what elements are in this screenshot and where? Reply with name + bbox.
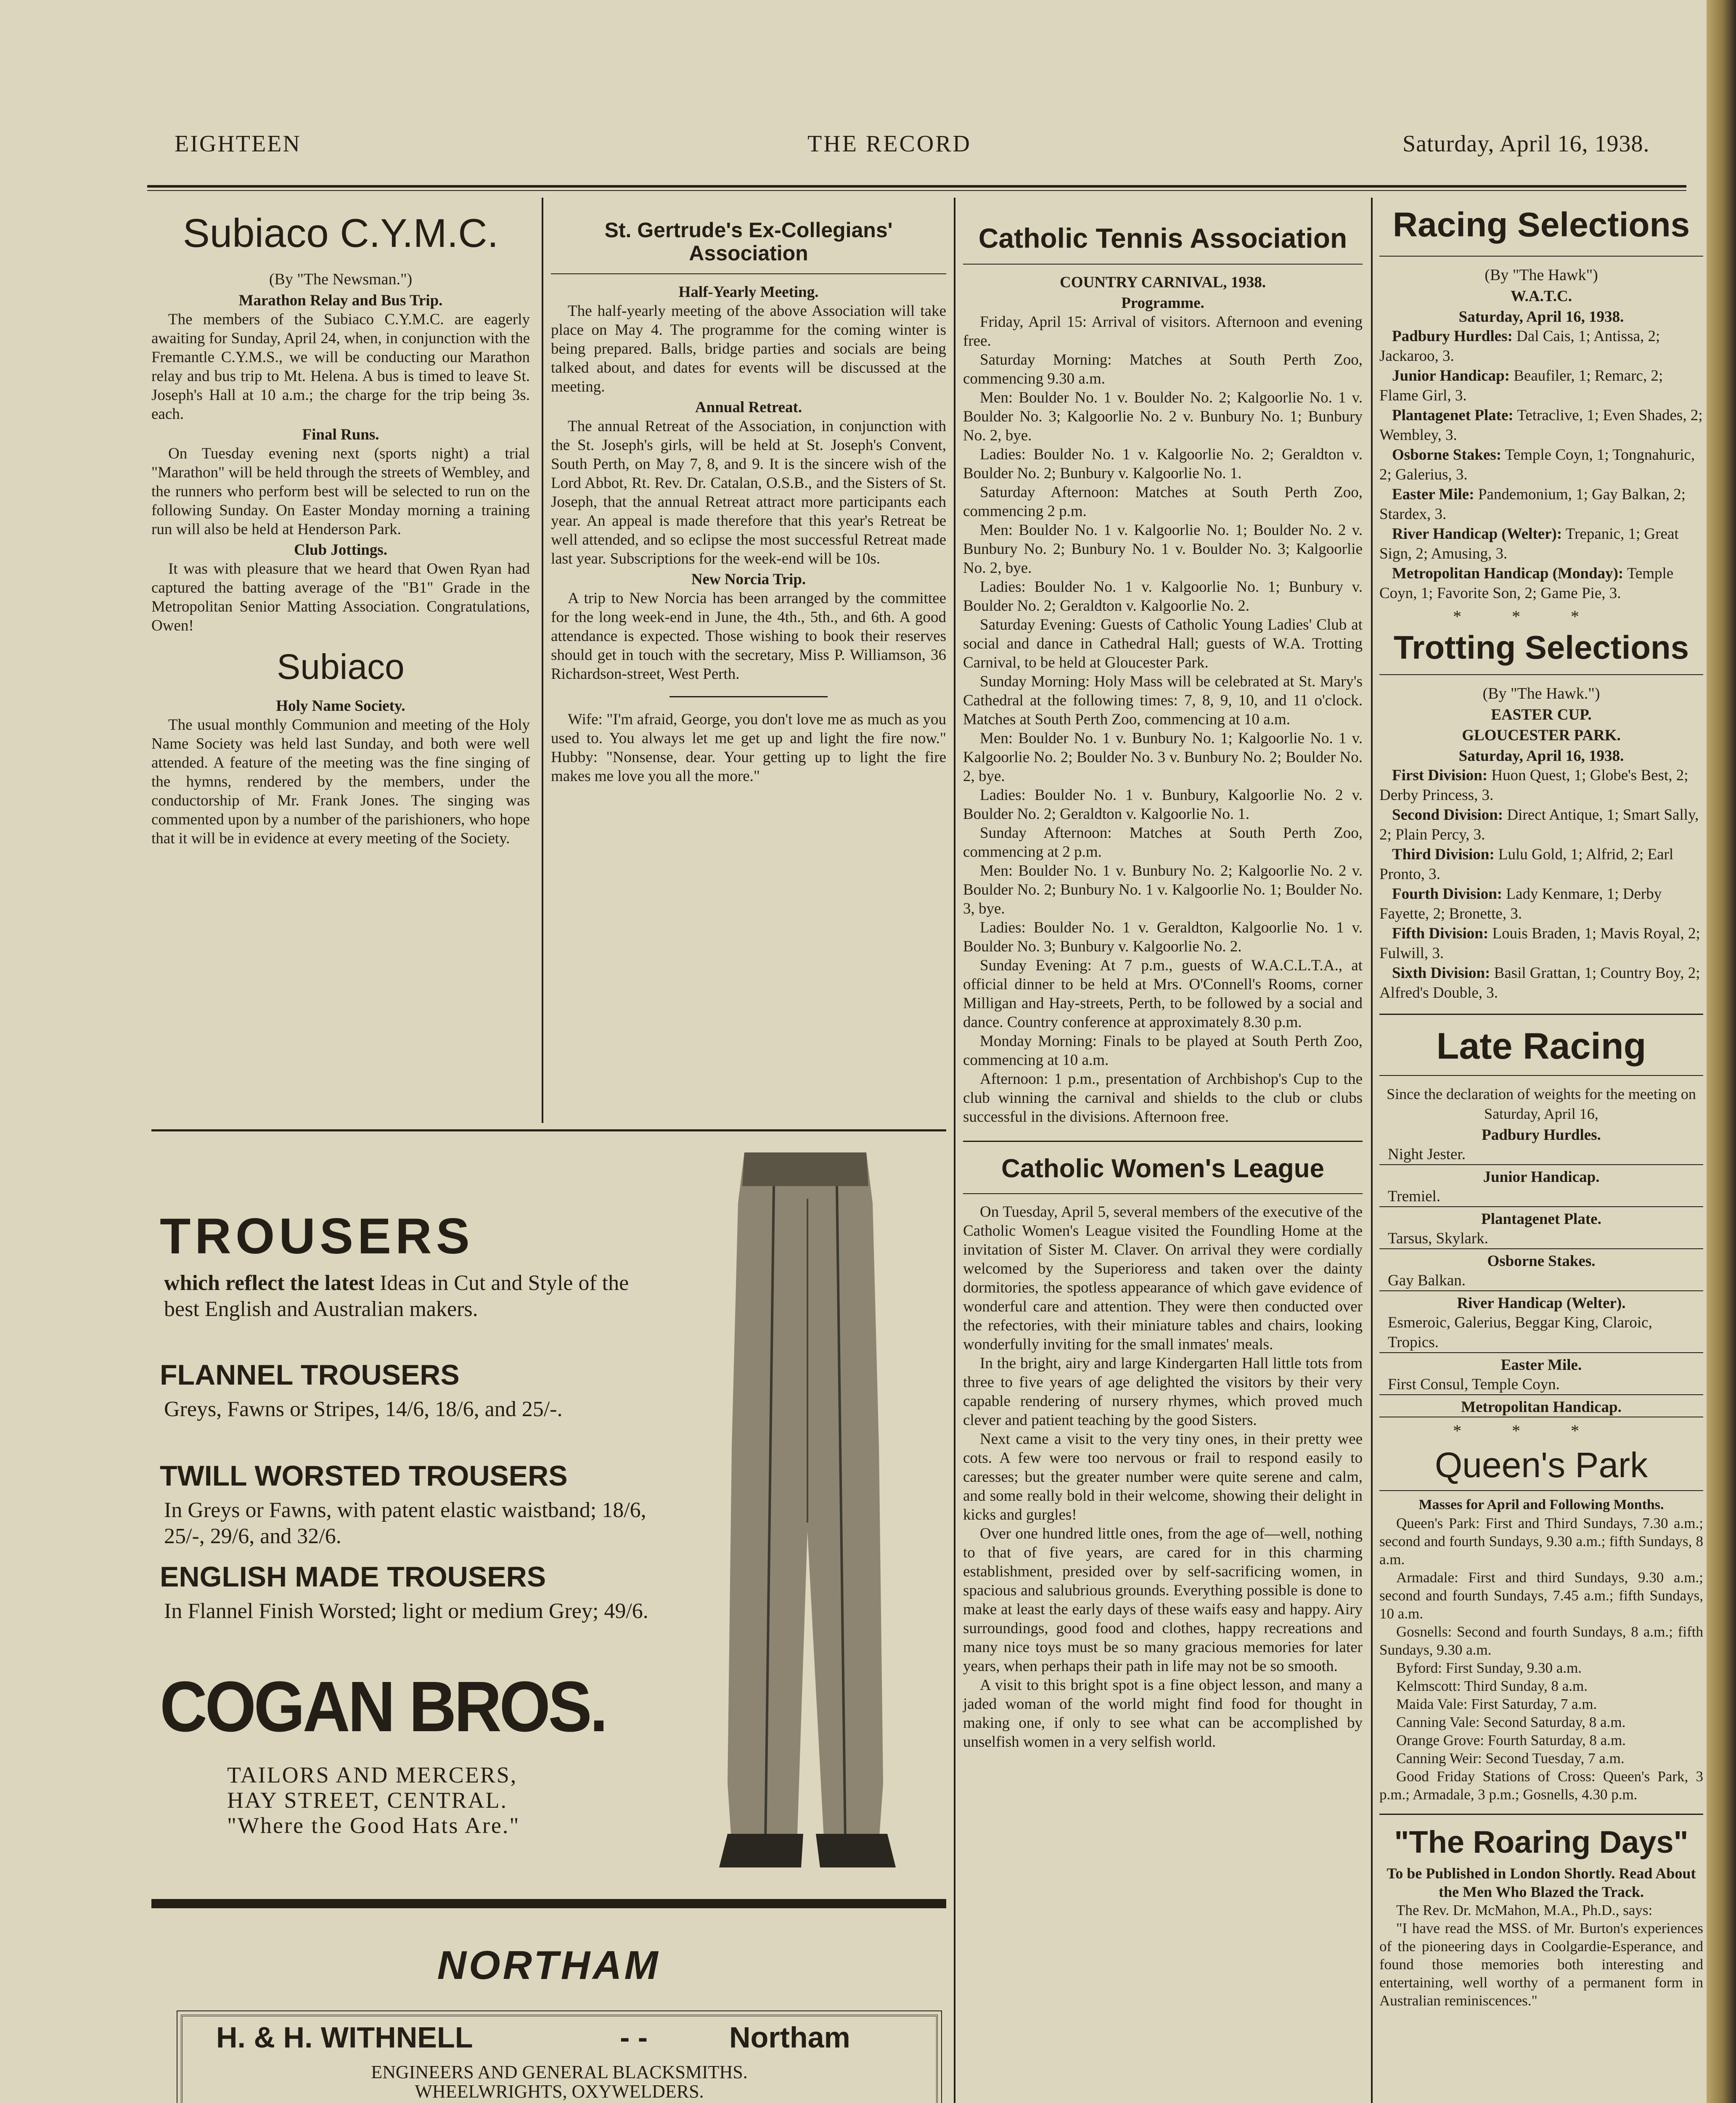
paragraph: Ladies: Boulder No. 1 v. Geraldton, Kalgoorlie No. 1 v. Boulder No. 3; Bunbury v. Kalgoorlie No. 2.	[963, 919, 1363, 955]
selection-entry	[1379, 1398, 1703, 1417]
ad-text: Greys, Fawns or Stripes, 14/6, 18/6, and 25/-.	[164, 1397, 563, 1421]
race-horses: Basil Grattan, 1; Country Boy, 2; Alfred's Double, 3.	[1379, 964, 1700, 1001]
selection-entry	[1379, 924, 1703, 963]
masthead-rule-thin	[147, 190, 1686, 191]
race-horses: Tarsus, Skylark.	[1388, 1229, 1488, 1247]
article-text: The usual monthly Communion and meeting of the Holy Name Society was held last Sunday, and both were well attended. A feature of the meeting was the fine singing of the hymns, rendered by the members, under the conductorship of Mr. Frank Jones. The singing was commented upon by a number of the parishioners, who hope that it will be in evidence at every meeting of the Society.	[151, 716, 530, 847]
section-title-roaring-days: "The Roaring Days"	[1394, 1824, 1688, 1859]
article-text: It was with pleasure that we heard that Owen Ryan had captured the batting average of the "B1" Grade in the Metropolitan Senior Matting Association. Congratulations, Owen!	[151, 560, 530, 634]
race-horses: Lulu Gold, 1; Alfrid, 2; Earl Pronto, 3.	[1379, 845, 1674, 883]
racing-selections-list	[1379, 326, 1703, 603]
paragraph: On Tuesday, April 5, several members of the executive of the Catholic Women's League visited the Foundling Home at the invitation of Sister M. Claver. On arrival they were cordially welcomed by the Superioress and taken over the dainty dormitories, the spotless appearance of which gave evidence of wonderful care and attention. They were then conducted over the refectories, with their miniature tables and chairs, looking wonderfully inviting for the small inmates' meals.	[963, 1203, 1363, 1353]
paragraph: Ladies: Boulder No. 1 v. Kalgoorlie No. 1; Bunbury v. Boulder No. 2; Geraldton v. Kalgoorlie No. 2.	[963, 578, 1363, 614]
section-rule	[151, 1129, 946, 1131]
joke-text: Wife: "I'm afraid, George, you don't love me as much as you used to. You always let me get up and light the fire now." Hubby: "Nonsense, dear. Your getting up to light the fire makes me love you all the more."	[551, 711, 946, 785]
race-horses: Huon Quest, 1; Globe's Best, 2; Derby Princess, 3.	[1379, 766, 1688, 804]
column-divider-1	[542, 198, 543, 1123]
divider	[1379, 674, 1703, 675]
selection-entry	[1379, 1356, 1703, 1395]
paragraph: Over one hundred little ones, from the age of—well, nothing to that of five years, are cared for in this charming establishment, presided over by self-sacrificing women, in spacious and salubrious grounds. Everything possible is done to make at least the early days of these waifs easy and happy. Airy surroundings, good food and clothes, happy recreations and many nice toys must be so many gracious memories for later years, when perhaps their path in life may not be so smooth.	[963, 1525, 1363, 1675]
race-horses: Temple Coyn, 1; Tongnahuric, 2; Galerius, 3.	[1379, 446, 1695, 484]
subhead: Club Jottings.	[294, 541, 388, 559]
subhead: Half-Yearly Meeting.	[678, 283, 819, 301]
divider	[670, 696, 828, 697]
selection-entry	[1379, 1126, 1703, 1165]
race-horses: Dal Cais, 1; Antissa, 2; Jackaroo, 3.	[1379, 328, 1660, 365]
section-title-queens-park: Queen's Park	[1434, 1445, 1648, 1485]
paragraph: Sunday Evening: At 7 p.m., guests of W.A.C.L.T.A., at official dinner to be held at Mrs. O'Connell's Rooms, corner Milligan and Hay-streets, Perth, to be followed by a social and dance. Country conference at approximately 8.30 p.m.	[963, 956, 1363, 1031]
race-horses: Tetraclive, 1; Even Shades, 2; Wembley, 3.	[1379, 407, 1703, 444]
race-name: Metropolitan Handicap (Monday):	[1392, 565, 1624, 583]
subhead: Final Runs.	[302, 426, 379, 443]
subhead: EASTER CUP.	[1491, 706, 1592, 723]
paragraph: Men: Boulder No. 1 v. Bunbury No. 2; Kalgoorlie No. 2 v. Boulder No. 2; Bunbury No. 1 v. Kalgoorlie No. 1; Boulder No. 3, bye.	[963, 862, 1363, 917]
trotting-selections-list	[1379, 765, 1703, 1003]
paragraph: Men: Boulder No. 1 v. Bunbury No. 1; Kalgoorlie No. 1 v. Kalgoorlie No. 2; Boulder No. 3 v. Bunbury No. 2; Boulder No. 2, bye.	[963, 729, 1363, 785]
page-gutter	[1707, 0, 1736, 2103]
mass-time-entry: Byford: First Sunday, 9.30 a.m.	[1396, 1659, 1582, 1676]
race-name: Easter Mile.	[1500, 1356, 1582, 1374]
selection-entry	[1379, 963, 1703, 1003]
trousers-advertisement	[151, 1144, 946, 1893]
mass-times	[1379, 1514, 1703, 1804]
paragraph: Sunday Afternoon: Matches at South Perth Zoo, commencing at 2 p.m.	[963, 824, 1363, 861]
divider	[1379, 1014, 1703, 1015]
selection-entry	[1379, 1210, 1703, 1249]
paragraph: A visit to this bright spot is a fine object lesson, and many a jaded woman of the world might find food for thought in making one, if only to see what can be accomplished by unselfish women in a very selfish world.	[963, 1676, 1363, 1751]
selection-entry	[1379, 485, 1703, 524]
mass-time-entry: Orange Grove: Fourth Saturday, 8 a.m.	[1396, 1732, 1626, 1748]
selection-entry	[1379, 405, 1703, 445]
ad-subhead: TWILL WORSTED TROUSERS	[160, 1460, 568, 1492]
mass-time-entry: Maida Vale: First Saturday, 7 a.m.	[1396, 1695, 1597, 1712]
race-name: Sixth Division:	[1392, 964, 1490, 982]
brand-address: TAILORS AND MERCERS, HAY STREET, CENTRAL. "Where the Good Hats Are."	[227, 1762, 520, 1838]
selection-entry	[1379, 445, 1703, 485]
subhead: COUNTRY CARNIVAL, 1938.	[1059, 273, 1266, 291]
section-title-late-racing: Late Racing	[1436, 1025, 1646, 1067]
selection-entry	[1379, 1168, 1703, 1207]
race-horses: Esmeroic, Galerius, Beggar King, Claroic, Tropics.	[1388, 1314, 1652, 1351]
race-horses: Direct Antique, 1; Smart Sally, 2; Plain Percy, 3.	[1379, 806, 1699, 843]
section-title-tennis: Catholic Tennis Association	[978, 222, 1347, 254]
race-name: Second Division:	[1392, 806, 1503, 824]
selection-entry	[1379, 765, 1703, 805]
subhead: Annual Retreat.	[695, 399, 802, 416]
divider	[551, 273, 946, 274]
race-name: Plantagenet Plate:	[1392, 407, 1514, 424]
paragraph: In the bright, airy and large Kindergarten Hall little tots from three to five years of age delighted the visitors by their very capable rendering of nursery rhymes, which proved much clever and patient teaching by the good Sisters.	[963, 1354, 1363, 1429]
race-name: Osborne Stakes:	[1392, 446, 1502, 464]
mass-time-entry: Canning Vale: Second Saturday, 8 a.m.	[1396, 1714, 1626, 1730]
ad-dash: - -	[620, 2021, 648, 2054]
ad-headline: TROUSERS	[160, 1208, 474, 1264]
race-name: Metropolitan Handicap.	[1461, 1398, 1622, 1416]
selection-entry	[1379, 1294, 1703, 1353]
mass-time-entry: Armadale: First and third Sundays, 9.30 a.m.; second and fourth Sundays, 7.45 a.m.; fifth Sundays, 10 a.m.	[1379, 1569, 1703, 1622]
ad-subhead: FLANNEL TROUSERS	[160, 1359, 460, 1391]
paragraph: Monday Morning: Finals to be played at South Perth Zoo, commencing at 10 a.m.	[963, 1032, 1363, 1069]
divider-stars: ***	[1453, 1421, 1630, 1440]
column-st-gertrudes	[551, 219, 946, 1127]
page-number: EIGHTEEN	[175, 131, 301, 157]
selection-entry	[1379, 564, 1703, 603]
section-title-subiaco-cymc: Subiaco C.Y.M.C.	[183, 211, 499, 256]
race-name: Junior Handicap.	[1483, 1168, 1600, 1186]
section-title-racing: Racing Selections	[1392, 206, 1690, 244]
race-name: River Handicap (Welter):	[1392, 525, 1562, 543]
race-horses: Night Jester.	[1388, 1145, 1466, 1163]
article-text: On Tuesday evening next (sports night) a trial "Marathon" will be held through the streets of Wembley, and the runners who perform best will be selected to run on the following Sunday. On Easter Monday morning a training run will also be held at Henderson Park.	[151, 445, 530, 538]
section-title-cwl: Catholic Women's League	[1001, 1154, 1325, 1183]
race-name: Junior Handicap:	[1392, 367, 1510, 385]
race-horses: Trepanic, 1; Great Sign, 2; Amusing, 3.	[1379, 525, 1679, 563]
article-text: The half-yearly meeting of the above Association will take place on May 4. The programme for the coming winter is being prepared. Balls, bridge parties and socials are being talked about, and dates for events will be discussed at the meeting.	[551, 302, 946, 395]
selection-entry	[1379, 366, 1703, 405]
mass-time-entry: Canning Weir: Second Tuesday, 7 a.m.	[1396, 1750, 1625, 1767]
article-text	[963, 313, 1363, 1126]
byline: (By "The Hawk.")	[1482, 684, 1600, 702]
ad-subhead: ENGLISH MADE TROUSERS	[160, 1561, 546, 1593]
paragraph: Men: Boulder No. 1 v. Boulder No. 2; Kalgoorlie No. 1 v. Boulder No. 3; Kalgoorlie No. 2 v. Bunbury No. 1; Bunbury No. 2, bye.	[963, 389, 1363, 444]
trousers-illustration	[681, 1152, 917, 1867]
section-rule-thick	[151, 1899, 946, 1908]
subhead: Programme.	[1121, 294, 1204, 312]
paragraph: Men: Boulder No. 1 v. Kalgoorlie No. 1; Boulder No. 2 v. Bunbury No. 2; Bunbury No. 1 v. Boulder No. 3; Kalgoorlie No. 2, bye.	[963, 521, 1363, 577]
race-horses: Pandemonium, 1; Gay Balkan, 2; Stardex, 3.	[1379, 486, 1686, 523]
paragraph: Saturday Afternoon: Matches at South Perth Zoo, commencing 2 p.m.	[963, 483, 1363, 520]
byline: (By "The Newsman.")	[269, 270, 413, 288]
divider-stars: ***	[1453, 607, 1630, 626]
ad-text: In Flannel Finish Worsted; light or medium Grey; 49/6.	[164, 1599, 648, 1623]
newspaper-title: THE RECORD	[807, 131, 971, 157]
selection-entry	[1379, 805, 1703, 845]
article-text: The members of the Subiaco C.Y.M.C. are eagerly awaiting for Sunday, April 24, when, in conjunction with the Fremantle C.Y.M.S., we will be conducting our Marathon relay and bus trip to Mt. Helena. A bus is timed to leave St. Joseph's Hall at 10 a.m.; the charge for the trip being 3s. each.	[151, 311, 530, 423]
section-title-subiaco: Subiaco	[277, 647, 405, 686]
subhead: Masses for April and Following Months.	[1418, 1496, 1664, 1512]
selection-entry	[1379, 845, 1703, 884]
race-horses: Temple Coyn, 1; Favorite Son, 2; Game Pie, 3.	[1379, 565, 1674, 602]
subhead: To be Published in London Shortly. Read About the Men Who Blazed the Track.	[1387, 1865, 1696, 1901]
ad-title: H. & H. WITHNELL	[216, 2021, 473, 2054]
ad-intro: which reflect the latest Ideas in Cut and Style of the best English and Australian makers.	[164, 1271, 629, 1321]
paragraph: Afternoon: 1 p.m., presentation of Archbishop's Cup to the club winning the carnival and shields to the club or clubs successful in the divisions. Afternoon free.	[963, 1070, 1363, 1126]
paragraph: Saturday Evening: Guests of Catholic Young Ladies' Club at social and dance in Cathedral Hall; guests of W.A. Trotting Carnival, to be held at Gloucester Park.	[963, 616, 1363, 671]
column-divider-2	[954, 198, 955, 2103]
ad-text: In Greys or Fawns, with patent elastic waistband; 18/6, 25/-, 29/6, and 32/6.	[164, 1498, 646, 1548]
late-racing-list	[1379, 1126, 1703, 1417]
divider	[1379, 256, 1703, 257]
race-name: Third Division:	[1392, 845, 1495, 863]
brand-name: COGAN BROS.	[160, 1667, 606, 1747]
subhead: W.A.T.C.	[1511, 288, 1572, 305]
race-name: First Division:	[1392, 766, 1488, 784]
column-subiaco	[151, 210, 530, 1127]
race-horses: First Consul, Temple Coyn.	[1388, 1375, 1560, 1393]
withnell-ad	[181, 2015, 938, 2103]
mass-time-entry: Good Friday Stations of Cross: Queen's Park, 3 p.m.; Armadale, 3 p.m.; Gosnells, 4.30 p.m.	[1379, 1768, 1703, 1803]
paragraph: Friday, April 15: Arrival of visitors. Afternoon and evening free.	[963, 313, 1363, 350]
selection-entry	[1379, 524, 1703, 564]
section-title-northam: NORTHAM	[437, 1943, 661, 1988]
paragraph: Ladies: Boulder No. 1 v. Bunbury, Kalgoorlie No. 2 v. Boulder No. 2; Geraldton v. Kalgoorlie No. 1.	[963, 786, 1363, 823]
divider	[1379, 1075, 1703, 1076]
race-name: Padbury Hurdles:	[1392, 328, 1513, 345]
article-text: The annual Retreat of the Association, in conjunction with the St. Joseph's girls, will be held at St. Joseph's Convent, South Perth, on May 7, 8, and 9. It is the sincere wish of the Lord Abbot, Rt. Rev. Dr. Catalan, O.S.B., and the Sisters of St. Joseph, that the annual Retreat attract more participants each year. An appeal is made therefore that this year's Retreat be well attended, and so eclipse the most successful Retreat made last year. Subscriptions for the week-end will be 10s.	[551, 418, 946, 567]
race-horses: Louis Braden, 1; Mavis Royal, 2; Fulwill, 3.	[1379, 924, 1700, 962]
late-racing-intro: Since the declaration of weights for the meeting on Saturday, April 16,	[1387, 1085, 1696, 1122]
issue-date: Saturday, April 16, 1938.	[1403, 131, 1650, 157]
paragraph: Ladies: Boulder No. 1 v. Kalgoorlie No. 2; Geraldton v. Boulder No. 2; Bunbury v. Kalgoorlie No. 1.	[963, 445, 1363, 482]
divider	[963, 1193, 1363, 1194]
race-name: Fourth Division:	[1392, 885, 1503, 903]
article-text	[963, 1202, 1363, 1751]
paragraph: Saturday Morning: Matches at South Perth Zoo, commencing 9.30 a.m.	[963, 351, 1363, 387]
subhead: Saturday, April 16, 1938.	[1458, 308, 1624, 326]
subhead: Marathon Relay and Bus Trip.	[238, 292, 443, 309]
column-racing	[1379, 198, 1703, 2103]
divider	[1379, 1814, 1703, 1815]
subhead: Holy Name Society.	[276, 697, 405, 715]
race-horses: Tremiel.	[1388, 1187, 1441, 1205]
subhead: Saturday, April 16, 1938.	[1458, 747, 1624, 765]
byline: (By "The Hawk")	[1485, 266, 1598, 284]
column-divider-3	[1371, 198, 1373, 2103]
race-horses: Lady Kenmare, 1; Derby Fayette, 2; Bronette, 3.	[1379, 885, 1662, 922]
mass-time-entry: Gosnells: Second and fourth Sundays, 8 a.m.; fifth Sundays, 9.30 a.m.	[1379, 1623, 1703, 1658]
race-name: Fifth Division:	[1392, 924, 1489, 942]
article-text: A trip to New Norcia has been arranged by the committee for the long week-end in June, the 4th., 5th., and 6th. A good attendance is expected. Those wishing to book their reserves should get in touch with the secretary, Miss P. Williamson, 36 Richardson-street, West Perth.	[551, 590, 946, 683]
race-name: Padbury Hurdles.	[1482, 1126, 1601, 1144]
mass-time-entry: Queen's Park: First and Third Sundays, 7.30 a.m.; second and fourth Sundays, 9.30 a.m.; fifth Sundays, 8 a.m.	[1379, 1515, 1703, 1568]
masthead-rule	[147, 185, 1686, 188]
article-text: The Rev. Dr. McMahon, M.A., Ph.D., says: "I have read the MSS. of Mr. Burton's experiences of the pioneering days in Coolgardie-Esperance, and found those memories both interesting and entertaining, well worthy of a permanent form in Australian reminiscences."	[1379, 1902, 1703, 2009]
subhead: GLOUCESTER PARK.	[1462, 726, 1621, 744]
selection-entry	[1379, 326, 1703, 366]
section-title-st-gertrudes: St. Gertrude's Ex-Collegians' Association	[604, 218, 893, 265]
race-name: River Handicap (Welter).	[1457, 1294, 1626, 1312]
selection-entry	[1379, 1252, 1703, 1291]
ad-town: Northam	[729, 2021, 850, 2054]
section-title-trotting: Trotting Selections	[1393, 629, 1689, 666]
divider	[1379, 1490, 1703, 1491]
race-name: Easter Mile:	[1392, 486, 1474, 503]
race-horses: Beaufiler, 1; Remarc, 2; Flame Girl, 3.	[1379, 367, 1663, 405]
subhead: New Norcia Trip.	[691, 571, 806, 588]
selection-entry	[1379, 884, 1703, 924]
mass-time-entry: Kelmscott: Third Sunday, 8 a.m.	[1396, 1677, 1588, 1694]
ad-line: ENGINEERS AND GENERAL BLACKSMITHS. WHEELWRIGHTS, OXYWELDERS.	[371, 2062, 748, 2102]
race-horses: Gay Balkan.	[1388, 1271, 1466, 1289]
paragraph: Next came a visit to the very tiny ones, in their pretty wee cots. A few were too nervous or frail to respond easily to caresses; but the greater number were quite serene and calm, and some really bold in their welcome, showing their delight in kicks and gurgles!	[963, 1430, 1363, 1523]
race-name: Plantagenet Plate.	[1481, 1210, 1601, 1228]
column-catholic-tennis	[963, 215, 1363, 1751]
divider	[963, 264, 1363, 265]
race-name: Osborne Stakes.	[1487, 1252, 1596, 1270]
paragraph: Sunday Morning: Holy Mass will be celebrated at St. Mary's Cathedral at the following times: 7, 8, 9, 10, and 11 o'clock. Matches at South Perth Zoo, commencing at 10 a.m.	[963, 673, 1363, 728]
divider	[963, 1141, 1363, 1142]
